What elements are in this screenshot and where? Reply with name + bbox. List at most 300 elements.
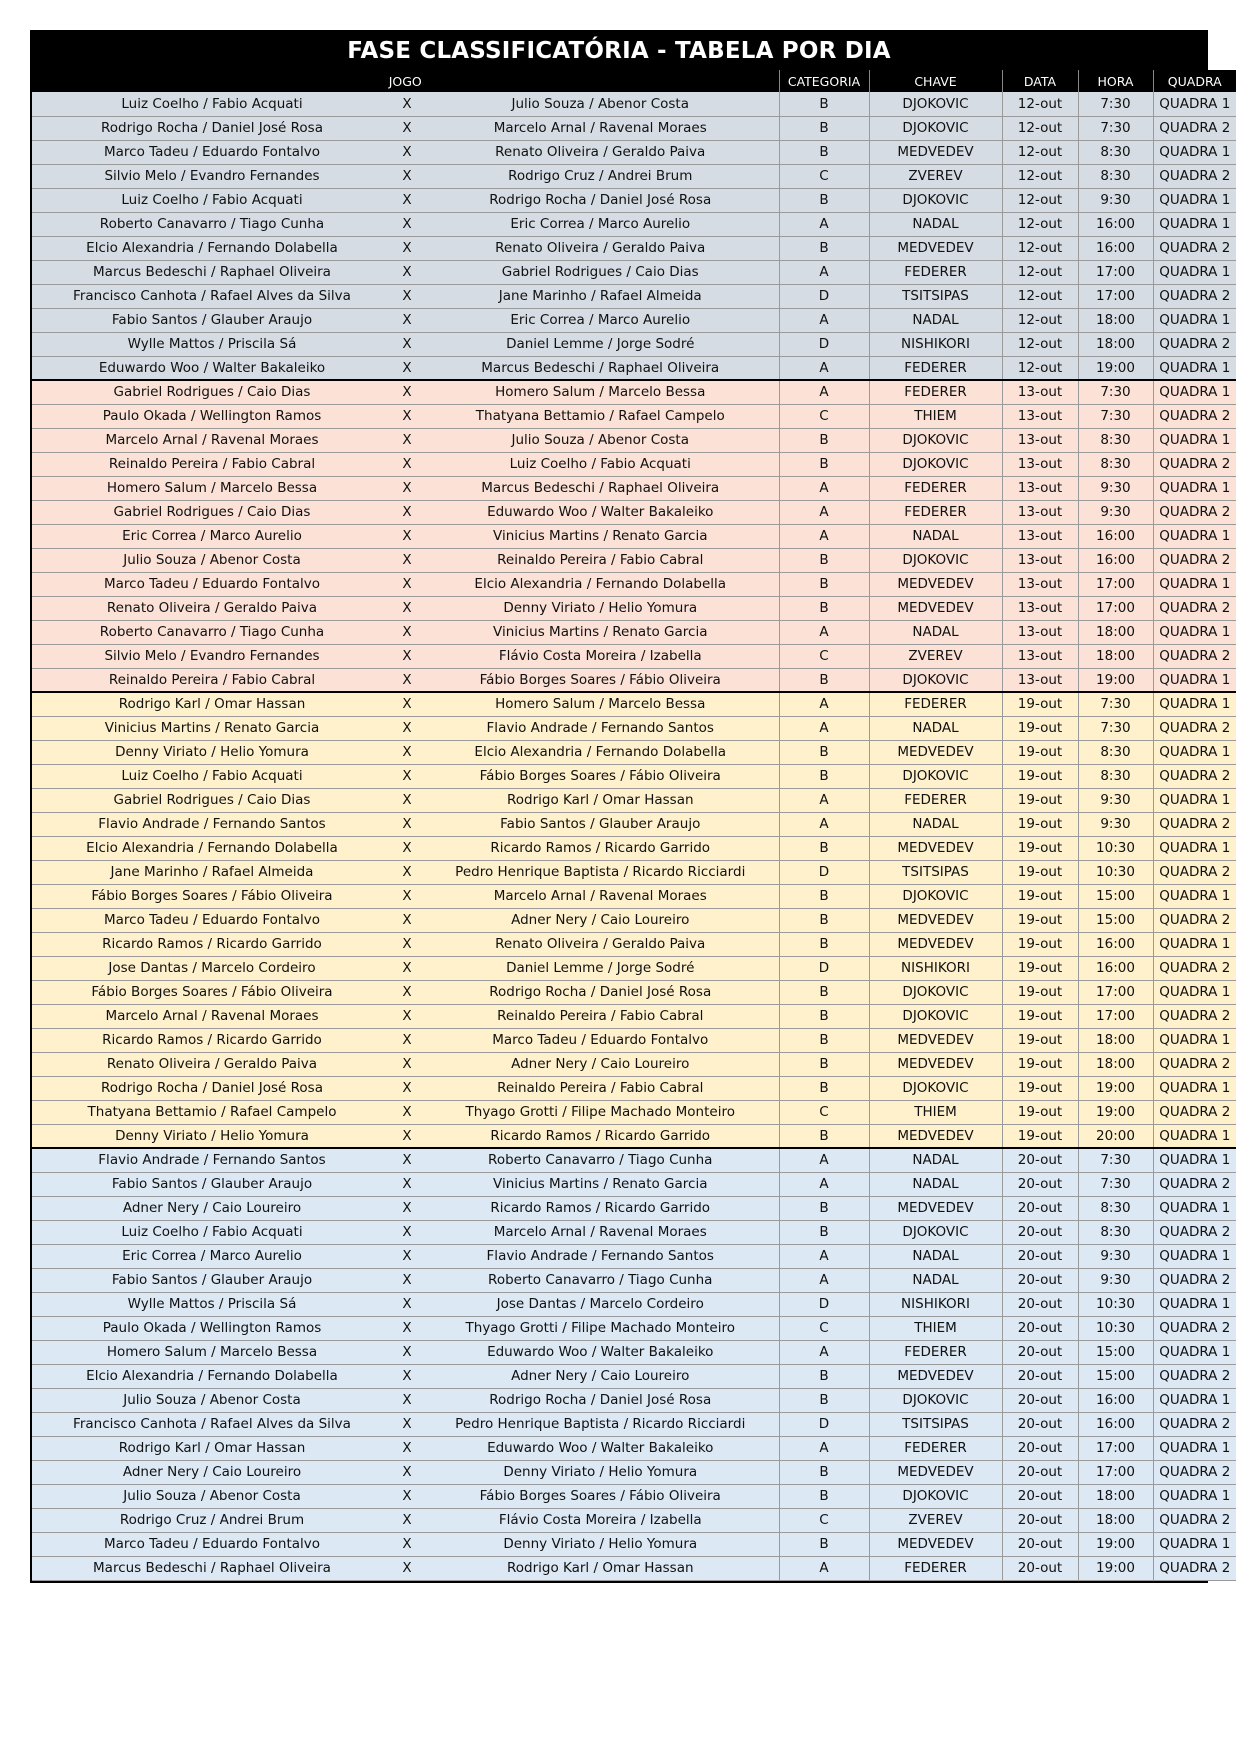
quadra-cell: QUADRA 2 <box>1153 452 1236 476</box>
data-cell: 19-out <box>1002 764 1078 788</box>
chave-cell: DJOKOVIC <box>869 1484 1002 1508</box>
hora-cell: 17:00 <box>1078 1004 1153 1028</box>
versus-cell: X <box>392 620 422 644</box>
table-row <box>32 572 1236 596</box>
hora-cell: 18:00 <box>1078 1484 1153 1508</box>
table-row <box>32 1532 1236 1556</box>
versus-cell: X <box>392 1004 422 1028</box>
versus-cell: X <box>392 956 422 980</box>
team-a-cell: Elcio Alexandria / Fernando Dolabella <box>32 836 392 860</box>
quadra-cell: QUADRA 2 <box>1153 1316 1236 1340</box>
table-row <box>32 716 1236 740</box>
quadra-cell: QUADRA 1 <box>1153 692 1236 716</box>
table-row <box>32 1316 1236 1340</box>
categoria-cell: B <box>779 1388 869 1412</box>
categoria-cell: B <box>779 140 869 164</box>
quadra-cell: QUADRA 2 <box>1153 500 1236 524</box>
chave-cell: FEDERER <box>869 1436 1002 1460</box>
chave-cell: DJOKOVIC <box>869 1076 1002 1100</box>
chave-cell: TSITSIPAS <box>869 1412 1002 1436</box>
chave-cell: NADAL <box>869 620 1002 644</box>
team-b-cell: Gabriel Rodrigues / Caio Dias <box>422 260 779 284</box>
hora-cell: 18:00 <box>1078 644 1153 668</box>
team-b-cell: Eduwardo Woo / Walter Bakaleiko <box>422 1436 779 1460</box>
versus-cell: X <box>392 164 422 188</box>
team-b-cell: Jose Dantas / Marcelo Cordeiro <box>422 1292 779 1316</box>
team-b-cell: Elcio Alexandria / Fernando Dolabella <box>422 572 779 596</box>
hora-cell: 8:30 <box>1078 140 1153 164</box>
categoria-cell: A <box>779 212 869 236</box>
hora-cell: 9:30 <box>1078 788 1153 812</box>
data-cell: 12-out <box>1002 260 1078 284</box>
team-b-cell: Denny Viriato / Helio Yomura <box>422 1532 779 1556</box>
team-a-cell: Roberto Canavarro / Tiago Cunha <box>32 212 392 236</box>
data-cell: 13-out <box>1002 452 1078 476</box>
chave-cell: DJOKOVIC <box>869 116 1002 140</box>
team-a-cell: Elcio Alexandria / Fernando Dolabella <box>32 236 392 260</box>
categoria-cell: B <box>779 980 869 1004</box>
categoria-cell: A <box>779 1268 869 1292</box>
chave-cell: MEDVEDEV <box>869 1028 1002 1052</box>
quadra-cell: QUADRA 1 <box>1153 1388 1236 1412</box>
team-b-cell: Marcelo Arnal / Ravenal Moraes <box>422 1220 779 1244</box>
quadra-cell: QUADRA 1 <box>1153 1292 1236 1316</box>
hora-cell: 8:30 <box>1078 1196 1153 1220</box>
team-b-cell: Marcus Bedeschi / Raphael Oliveira <box>422 476 779 500</box>
team-b-cell: Marco Tadeu / Eduardo Fontalvo <box>422 1028 779 1052</box>
versus-cell: X <box>392 308 422 332</box>
categoria-cell: A <box>779 1556 869 1580</box>
data-cell: 20-out <box>1002 1268 1078 1292</box>
team-a-cell: Adner Nery / Caio Loureiro <box>32 1196 392 1220</box>
chave-cell: MEDVEDEV <box>869 1364 1002 1388</box>
team-a-cell: Gabriel Rodrigues / Caio Dias <box>32 500 392 524</box>
versus-cell: X <box>392 452 422 476</box>
versus-cell: X <box>392 1220 422 1244</box>
table-row <box>32 692 1236 716</box>
versus-cell: X <box>392 788 422 812</box>
table-row <box>32 332 1236 356</box>
chave-cell: THIEM <box>869 1100 1002 1124</box>
table-row <box>32 1124 1236 1148</box>
versus-cell: X <box>392 884 422 908</box>
data-cell: 13-out <box>1002 380 1078 404</box>
data-cell: 13-out <box>1002 476 1078 500</box>
versus-cell: X <box>392 908 422 932</box>
categoria-cell: B <box>779 1532 869 1556</box>
categoria-cell: B <box>779 1124 869 1148</box>
team-a-cell: Jane Marinho / Rafael Almeida <box>32 860 392 884</box>
quadra-cell: QUADRA 1 <box>1153 140 1236 164</box>
chave-cell: MEDVEDEV <box>869 932 1002 956</box>
chave-cell: NISHIKORI <box>869 956 1002 980</box>
team-b-cell: Rodrigo Karl / Omar Hassan <box>422 788 779 812</box>
chave-cell: ZVEREV <box>869 1508 1002 1532</box>
hora-cell: 17:00 <box>1078 596 1153 620</box>
chave-cell: MEDVEDEV <box>869 1532 1002 1556</box>
team-a-cell: Julio Souza / Abenor Costa <box>32 548 392 572</box>
hora-cell: 17:00 <box>1078 260 1153 284</box>
chave-cell: DJOKOVIC <box>869 452 1002 476</box>
categoria-cell: D <box>779 956 869 980</box>
table-row <box>32 812 1236 836</box>
team-b-cell: Rodrigo Rocha / Daniel José Rosa <box>422 980 779 1004</box>
team-b-cell: Homero Salum / Marcelo Bessa <box>422 380 779 404</box>
chave-cell: NISHIKORI <box>869 332 1002 356</box>
categoria-cell: B <box>779 1484 869 1508</box>
table-row <box>32 596 1236 620</box>
team-b-cell: Pedro Henrique Baptista / Ricardo Ricciardi <box>422 1412 779 1436</box>
data-cell: 19-out <box>1002 932 1078 956</box>
team-a-cell: Rodrigo Karl / Omar Hassan <box>32 1436 392 1460</box>
versus-cell: X <box>392 140 422 164</box>
chave-cell: THIEM <box>869 404 1002 428</box>
team-a-cell: Jose Dantas / Marcelo Cordeiro <box>32 956 392 980</box>
quadra-cell: QUADRA 1 <box>1153 380 1236 404</box>
team-a-cell: Thatyana Bettamio / Rafael Campelo <box>32 1100 392 1124</box>
table-row <box>32 740 1236 764</box>
chave-cell: MEDVEDEV <box>869 1196 1002 1220</box>
chave-cell: MEDVEDEV <box>869 908 1002 932</box>
table-row <box>32 764 1236 788</box>
versus-cell: X <box>392 1148 422 1172</box>
team-a-cell: Flavio Andrade / Fernando Santos <box>32 1148 392 1172</box>
team-a-cell: Gabriel Rodrigues / Caio Dias <box>32 380 392 404</box>
quadra-cell: QUADRA 2 <box>1153 716 1236 740</box>
table-body <box>32 92 1236 1580</box>
team-b-cell: Renato Oliveira / Geraldo Paiva <box>422 236 779 260</box>
team-a-cell: Luiz Coelho / Fabio Acquati <box>32 764 392 788</box>
quadra-cell: QUADRA 1 <box>1153 1244 1236 1268</box>
team-a-cell: Marcus Bedeschi / Raphael Oliveira <box>32 1556 392 1580</box>
categoria-cell: B <box>779 1364 869 1388</box>
chave-cell: FEDERER <box>869 476 1002 500</box>
hora-cell: 8:30 <box>1078 452 1153 476</box>
versus-cell: X <box>392 980 422 1004</box>
chave-cell: NADAL <box>869 1244 1002 1268</box>
team-a-cell: Wylle Mattos / Priscila Sá <box>32 332 392 356</box>
table-row <box>32 164 1236 188</box>
hora-cell: 7:30 <box>1078 404 1153 428</box>
data-cell: 20-out <box>1002 1508 1078 1532</box>
categoria-cell: B <box>779 1196 869 1220</box>
quadra-cell: QUADRA 1 <box>1153 1148 1236 1172</box>
table-row <box>32 452 1236 476</box>
chave-cell: NADAL <box>869 308 1002 332</box>
quadra-cell: QUADRA 2 <box>1153 1460 1236 1484</box>
versus-cell: X <box>392 572 422 596</box>
quadra-cell: QUADRA 1 <box>1153 980 1236 1004</box>
team-a-cell: Marcelo Arnal / Ravenal Moraes <box>32 1004 392 1028</box>
hora-cell: 7:30 <box>1078 716 1153 740</box>
hora-cell: 15:00 <box>1078 908 1153 932</box>
team-b-cell: Fábio Borges Soares / Fábio Oliveira <box>422 764 779 788</box>
team-b-cell: Vinicius Martins / Renato Garcia <box>422 524 779 548</box>
table-row <box>32 932 1236 956</box>
quadra-cell: QUADRA 1 <box>1153 932 1236 956</box>
team-b-cell: Luiz Coelho / Fabio Acquati <box>422 452 779 476</box>
table-row <box>32 428 1236 452</box>
header-jogo: JOGO <box>32 70 779 92</box>
data-cell: 20-out <box>1002 1316 1078 1340</box>
data-cell: 19-out <box>1002 788 1078 812</box>
data-cell: 20-out <box>1002 1340 1078 1364</box>
chave-cell: MEDVEDEV <box>869 140 1002 164</box>
table-row <box>32 1244 1236 1268</box>
hora-cell: 18:00 <box>1078 332 1153 356</box>
team-b-cell: Reinaldo Pereira / Fabio Cabral <box>422 548 779 572</box>
categoria-cell: D <box>779 284 869 308</box>
team-b-cell: Ricardo Ramos / Ricardo Garrido <box>422 836 779 860</box>
chave-cell: NADAL <box>869 1268 1002 1292</box>
chave-cell: NADAL <box>869 716 1002 740</box>
chave-cell: FEDERER <box>869 260 1002 284</box>
team-a-cell: Roberto Canavarro / Tiago Cunha <box>32 620 392 644</box>
quadra-cell: QUADRA 1 <box>1153 1340 1236 1364</box>
quadra-cell: QUADRA 2 <box>1153 116 1236 140</box>
categoria-cell: B <box>779 572 869 596</box>
team-b-cell: Eric Correa / Marco Aurelio <box>422 212 779 236</box>
versus-cell: X <box>392 860 422 884</box>
categoria-cell: D <box>779 332 869 356</box>
categoria-cell: B <box>779 548 869 572</box>
categoria-cell: A <box>779 620 869 644</box>
hora-cell: 15:00 <box>1078 884 1153 908</box>
versus-cell: X <box>392 596 422 620</box>
table-row <box>32 980 1236 1004</box>
quadra-cell: QUADRA 2 <box>1153 236 1236 260</box>
quadra-cell: QUADRA 1 <box>1153 428 1236 452</box>
hora-cell: 19:00 <box>1078 1100 1153 1124</box>
hora-cell: 10:30 <box>1078 860 1153 884</box>
table-row <box>32 1196 1236 1220</box>
team-a-cell: Ricardo Ramos / Ricardo Garrido <box>32 1028 392 1052</box>
table-row <box>32 308 1236 332</box>
chave-cell: NADAL <box>869 524 1002 548</box>
categoria-cell: A <box>779 356 869 380</box>
hora-cell: 17:00 <box>1078 1460 1153 1484</box>
table-row <box>32 644 1236 668</box>
team-a-cell: Ricardo Ramos / Ricardo Garrido <box>32 932 392 956</box>
team-b-cell: Jane Marinho / Rafael Almeida <box>422 284 779 308</box>
team-a-cell: Marco Tadeu / Eduardo Fontalvo <box>32 572 392 596</box>
table-row <box>32 1556 1236 1580</box>
team-b-cell: Flavio Andrade / Fernando Santos <box>422 1244 779 1268</box>
team-a-cell: Francisco Canhota / Rafael Alves da Silva <box>32 284 392 308</box>
table-row <box>32 1076 1236 1100</box>
categoria-cell: B <box>779 884 869 908</box>
quadra-cell: QUADRA 1 <box>1153 1532 1236 1556</box>
chave-cell: FEDERER <box>869 788 1002 812</box>
categoria-cell: B <box>779 764 869 788</box>
team-b-cell: Thyago Grotti / Filipe Machado Monteiro <box>422 1316 779 1340</box>
hora-cell: 17:00 <box>1078 284 1153 308</box>
chave-cell: NISHIKORI <box>869 1292 1002 1316</box>
versus-cell: X <box>392 836 422 860</box>
team-a-cell: Marco Tadeu / Eduardo Fontalvo <box>32 908 392 932</box>
table-row <box>32 860 1236 884</box>
data-cell: 20-out <box>1002 1148 1078 1172</box>
team-b-cell: Fabio Santos / Glauber Araujo <box>422 812 779 836</box>
categoria-cell: B <box>779 452 869 476</box>
quadra-cell: QUADRA 2 <box>1153 644 1236 668</box>
data-cell: 12-out <box>1002 284 1078 308</box>
quadra-cell: QUADRA 1 <box>1153 476 1236 500</box>
versus-cell: X <box>392 1412 422 1436</box>
team-a-cell: Homero Salum / Marcelo Bessa <box>32 476 392 500</box>
table-row <box>32 668 1236 692</box>
table-row <box>32 1028 1236 1052</box>
versus-cell: X <box>392 356 422 380</box>
data-cell: 19-out <box>1002 884 1078 908</box>
chave-cell: FEDERER <box>869 692 1002 716</box>
quadra-cell: QUADRA 1 <box>1153 620 1236 644</box>
versus-cell: X <box>392 1100 422 1124</box>
categoria-cell: A <box>779 500 869 524</box>
hora-cell: 15:00 <box>1078 1340 1153 1364</box>
team-a-cell: Rodrigo Rocha / Daniel José Rosa <box>32 1076 392 1100</box>
data-cell: 13-out <box>1002 644 1078 668</box>
data-cell: 19-out <box>1002 692 1078 716</box>
categoria-cell: C <box>779 164 869 188</box>
chave-cell: MEDVEDEV <box>869 1460 1002 1484</box>
team-a-cell: Paulo Okada / Wellington Ramos <box>32 1316 392 1340</box>
quadra-cell: QUADRA 2 <box>1153 764 1236 788</box>
team-a-cell: Renato Oliveira / Geraldo Paiva <box>32 596 392 620</box>
categoria-cell: B <box>779 740 869 764</box>
team-b-cell: Thatyana Bettamio / Rafael Campelo <box>422 404 779 428</box>
team-a-cell: Marcelo Arnal / Ravenal Moraes <box>32 428 392 452</box>
hora-cell: 7:30 <box>1078 380 1153 404</box>
chave-cell: ZVEREV <box>869 164 1002 188</box>
team-a-cell: Eric Correa / Marco Aurelio <box>32 1244 392 1268</box>
data-cell: 20-out <box>1002 1196 1078 1220</box>
data-cell: 19-out <box>1002 956 1078 980</box>
team-b-cell: Fábio Borges Soares / Fábio Oliveira <box>422 1484 779 1508</box>
hora-cell: 9:30 <box>1078 476 1153 500</box>
data-cell: 13-out <box>1002 572 1078 596</box>
quadra-cell: QUADRA 2 <box>1153 164 1236 188</box>
chave-cell: MEDVEDEV <box>869 1052 1002 1076</box>
categoria-cell: D <box>779 860 869 884</box>
versus-cell: X <box>392 188 422 212</box>
chave-cell: THIEM <box>869 1316 1002 1340</box>
table-row <box>32 1292 1236 1316</box>
team-b-cell: Denny Viriato / Helio Yomura <box>422 596 779 620</box>
data-cell: 12-out <box>1002 308 1078 332</box>
team-b-cell: Julio Souza / Abenor Costa <box>422 92 779 116</box>
chave-cell: TSITSIPAS <box>869 860 1002 884</box>
chave-cell: DJOKOVIC <box>869 668 1002 692</box>
team-a-cell: Rodrigo Karl / Omar Hassan <box>32 692 392 716</box>
categoria-cell: B <box>779 1004 869 1028</box>
categoria-cell: B <box>779 188 869 212</box>
categoria-cell: A <box>779 524 869 548</box>
team-b-cell: Marcelo Arnal / Ravenal Moraes <box>422 884 779 908</box>
categoria-cell: A <box>779 812 869 836</box>
team-a-cell: Homero Salum / Marcelo Bessa <box>32 1340 392 1364</box>
versus-cell: X <box>392 1484 422 1508</box>
team-b-cell: Ricardo Ramos / Ricardo Garrido <box>422 1196 779 1220</box>
versus-cell: X <box>392 284 422 308</box>
hora-cell: 18:00 <box>1078 1052 1153 1076</box>
quadra-cell: QUADRA 1 <box>1153 1196 1236 1220</box>
chave-cell: MEDVEDEV <box>869 236 1002 260</box>
chave-cell: DJOKOVIC <box>869 980 1002 1004</box>
team-b-cell: Denny Viriato / Helio Yomura <box>422 1460 779 1484</box>
hora-cell: 19:00 <box>1078 1532 1153 1556</box>
hora-cell: 16:00 <box>1078 548 1153 572</box>
table-row <box>32 1148 1236 1172</box>
versus-cell: X <box>392 332 422 356</box>
quadra-cell: QUADRA 2 <box>1153 1412 1236 1436</box>
chave-cell: NADAL <box>869 1148 1002 1172</box>
chave-cell: ZVEREV <box>869 644 1002 668</box>
versus-cell: X <box>392 1532 422 1556</box>
quadra-cell: QUADRA 2 <box>1153 1004 1236 1028</box>
data-cell: 20-out <box>1002 1556 1078 1580</box>
team-b-cell: Pedro Henrique Baptista / Ricardo Ricciardi <box>422 860 779 884</box>
hora-cell: 16:00 <box>1078 524 1153 548</box>
team-b-cell: Thyago Grotti / Filipe Machado Monteiro <box>422 1100 779 1124</box>
versus-cell: X <box>392 548 422 572</box>
categoria-cell: B <box>779 428 869 452</box>
categoria-cell: A <box>779 380 869 404</box>
team-a-cell: Reinaldo Pereira / Fabio Cabral <box>32 668 392 692</box>
chave-cell: MEDVEDEV <box>869 1124 1002 1148</box>
quadra-cell: QUADRA 1 <box>1153 1124 1236 1148</box>
table-row <box>32 1388 1236 1412</box>
team-b-cell: Ricardo Ramos / Ricardo Garrido <box>422 1124 779 1148</box>
chave-cell: FEDERER <box>869 500 1002 524</box>
data-cell: 20-out <box>1002 1436 1078 1460</box>
table-row <box>32 884 1236 908</box>
hora-cell: 7:30 <box>1078 92 1153 116</box>
hora-cell: 16:00 <box>1078 1412 1153 1436</box>
chave-cell: DJOKOVIC <box>869 1004 1002 1028</box>
table-row <box>32 1004 1236 1028</box>
team-a-cell: Elcio Alexandria / Fernando Dolabella <box>32 1364 392 1388</box>
chave-cell: DJOKOVIC <box>869 548 1002 572</box>
team-b-cell: Marcus Bedeschi / Raphael Oliveira <box>422 356 779 380</box>
chave-cell: DJOKOVIC <box>869 1388 1002 1412</box>
quadra-cell: QUADRA 2 <box>1153 1220 1236 1244</box>
header-row <box>32 70 1236 92</box>
categoria-cell: A <box>779 788 869 812</box>
table-row <box>32 788 1236 812</box>
versus-cell: X <box>392 1508 422 1532</box>
categoria-cell: B <box>779 116 869 140</box>
data-cell: 20-out <box>1002 1244 1078 1268</box>
table-row <box>32 1484 1236 1508</box>
team-a-cell: Julio Souza / Abenor Costa <box>32 1388 392 1412</box>
table-row <box>32 548 1236 572</box>
chave-cell: NADAL <box>869 212 1002 236</box>
versus-cell: X <box>392 1052 422 1076</box>
data-cell: 12-out <box>1002 356 1078 380</box>
table-row <box>32 956 1236 980</box>
data-cell: 19-out <box>1002 908 1078 932</box>
team-a-cell: Eduwardo Woo / Walter Bakaleiko <box>32 356 392 380</box>
hora-cell: 17:00 <box>1078 572 1153 596</box>
hora-cell: 18:00 <box>1078 1028 1153 1052</box>
versus-cell: X <box>392 716 422 740</box>
data-cell: 13-out <box>1002 524 1078 548</box>
data-cell: 20-out <box>1002 1364 1078 1388</box>
data-cell: 13-out <box>1002 668 1078 692</box>
table-row <box>32 476 1236 500</box>
categoria-cell: B <box>779 908 869 932</box>
